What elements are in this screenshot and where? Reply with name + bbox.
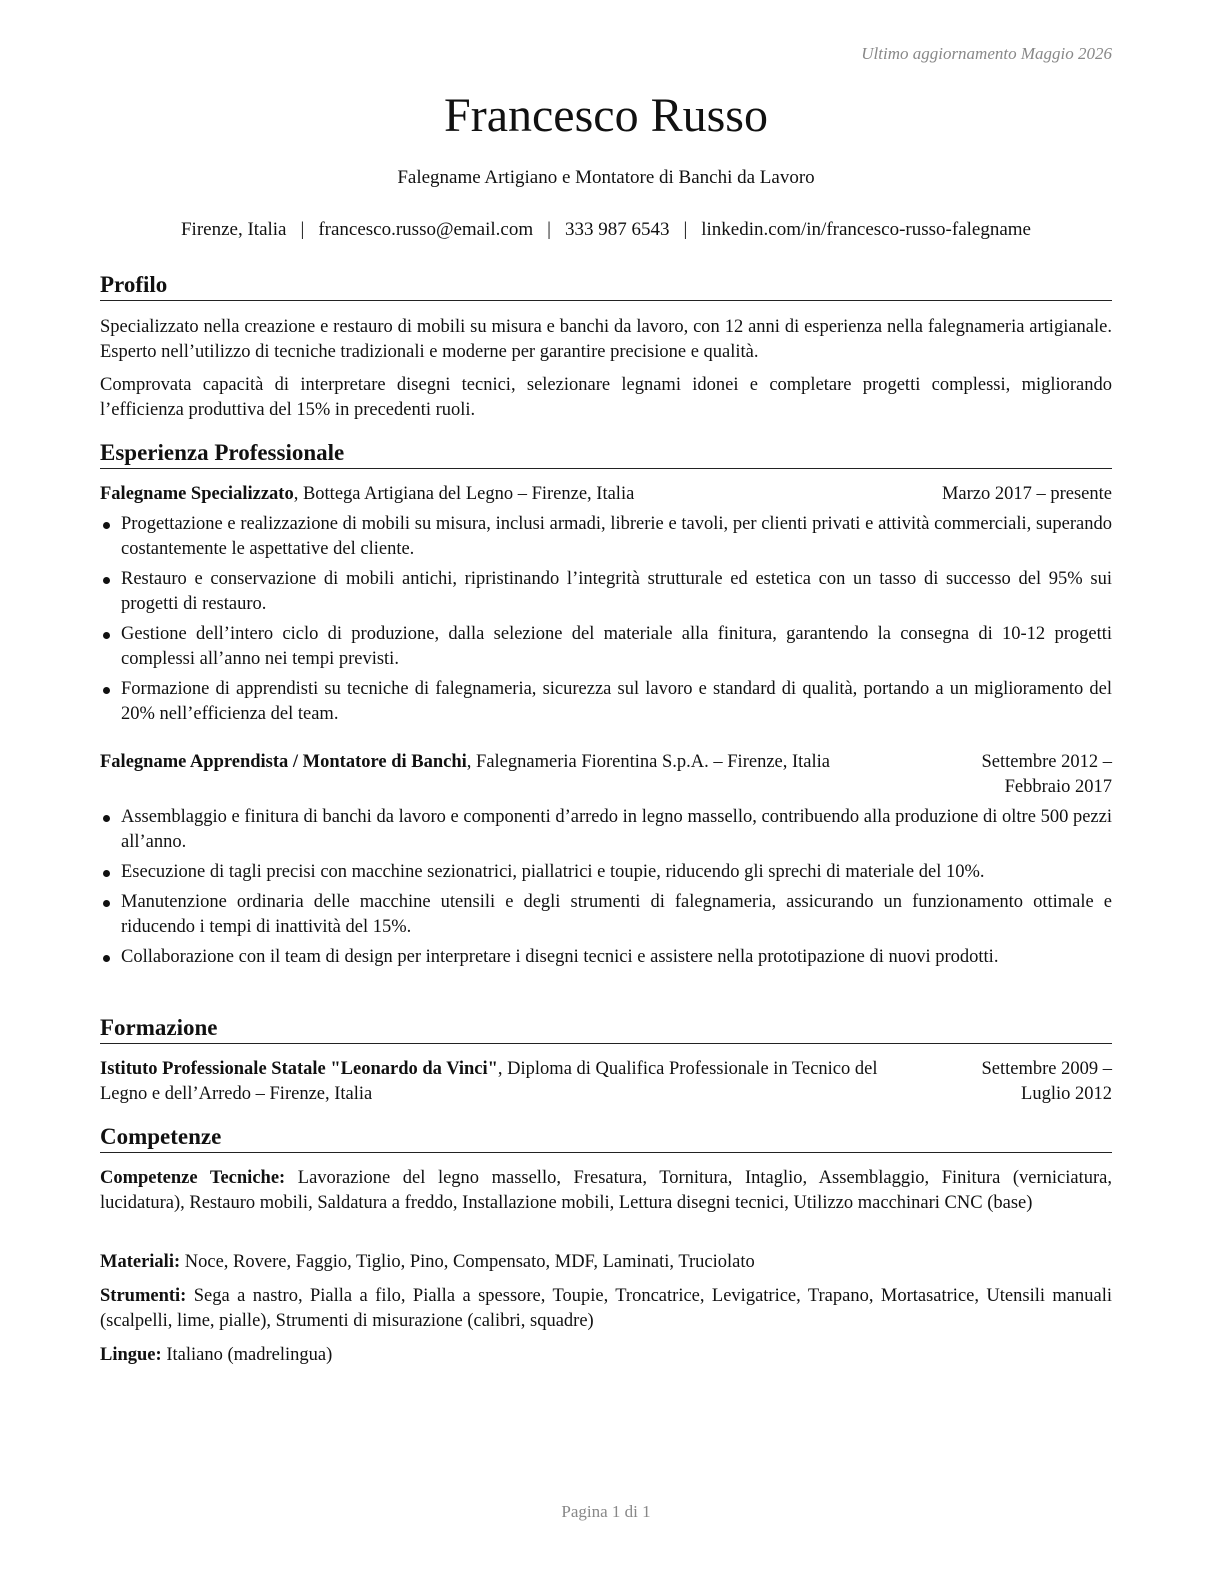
education-dates: Settembre 2009 – Luglio 2012 [981, 1059, 1112, 1104]
skill-value: Lavorazione del legno massello, Fresatura, Tornitura, Intaglio, Assemblaggio, Finitura (verniciatura, lucidatura), Restauro mobili, Saldatura a freddo, Installazione mobili, Lettura disegni tecnici, Utilizzo macchinari CNC (base) [100, 1168, 1112, 1213]
education-degree: , Diploma di Qualifica Professionale in Tecnico del Legno e dell’Arredo – Firenze, Italia [100, 1059, 878, 1104]
contact-location: Firenze, Italia [180, 219, 287, 240]
job-title: Falegname Artigiano e Montatore di Banchi da Lavoro [397, 167, 815, 188]
section-title-skills: Competenze [100, 1123, 1112, 1153]
job-role: Falegname Specializzato [100, 484, 294, 504]
education-school: Istituto Professionale Statale "Leonardo da Vinci" [100, 1059, 498, 1079]
list-item: Assemblaggio e finitura di banchi da lavoro e componenti d’arredo in legno massello, contribuendo alla produzione di oltre 500 pezzi all’anno. [100, 805, 1112, 855]
page-number: Pagina 1 di 1 [561, 1502, 651, 1521]
job-dates: Marzo 2017 – presente [941, 484, 1112, 504]
skill-label: Competenze Tecniche: [100, 1168, 286, 1188]
list-item: Manutenzione ordinaria delle macchine utensili e degli strumenti di falegnameria, assicurando un funzionamento ottimale e riducendo i tempi di inattività del 15%. [100, 890, 1112, 940]
contact-separator: | [683, 219, 688, 240]
skill-label: Materiali: [100, 1252, 181, 1272]
job-header [100, 750, 1112, 797]
skill-value: Italiano (madrelingua) [161, 1345, 333, 1365]
section-title-profile: Profilo [100, 271, 1112, 301]
education-entry [100, 1057, 1112, 1107]
skill-value: Sega a nastro, Pialla a filo, Pialla a spessore, Toupie, Troncatrice, Levigatrice, Trapano, Mortasatrice, Utensili manuali (scalpelli, lime, pialle), Strumenti di misurazione (calibri, squadre) [100, 1286, 1112, 1331]
job-company: , Bottega Artigiana del Legno – Firenze, Italia [293, 484, 635, 504]
list-item: Gestione dell’intero ciclo di produzione, dalla selezione del materiale alla finitura, garantendo la consegna di 10-12 progetti complessi all’anno nei tempi previsti. [100, 622, 1112, 672]
skill-value: Noce, Rovere, Faggio, Tiglio, Pino, Compensato, MDF, Laminati, Truciolato [180, 1252, 755, 1272]
skill-label: Lingue: [100, 1345, 162, 1365]
contact-separator: | [300, 219, 305, 240]
contact-email[interactable]: francesco.russo@email.com [318, 219, 534, 240]
list-item: Restauro e conservazione di mobili antichi, ripristinando l’integrità strutturale ed estetica con un tasso di successo del 95% sui progetti di restauro. [100, 567, 1112, 617]
section-title-experience: Esperienza Professionale [100, 439, 1112, 469]
job-company: , Falegnameria Fiorentina S.p.A. – Firenze, Italia [466, 752, 830, 772]
job-bullets [100, 805, 1112, 975]
job-header [100, 482, 1112, 507]
contact-line [90, 219, 1122, 241]
contact-linkedin[interactable]: linkedin.com/in/francesco-russo-falegname [701, 219, 1031, 240]
job-dates: Settembre 2012 – Febbraio 2017 [981, 752, 1112, 797]
skill-line [100, 1166, 1112, 1216]
job-bullets [100, 512, 1112, 732]
last-updated: Ultimo aggiornamento Maggio 2026 [861, 44, 1112, 63]
contact-separator: | [547, 219, 551, 240]
list-item: Progettazione e realizzazione di mobili su misura, inclusi armadi, librerie e tavoli, per clienti privati e attività commerciali, superando costantemente le aspettative del cliente. [100, 512, 1112, 562]
list-item: Esecuzione di tagli precisi con macchine sezionatrici, piallatrici e toupie, riducendo gli sprechi di materiale del 10%. [100, 860, 1112, 885]
skill-label: Strumenti: [100, 1286, 187, 1306]
skill-line [100, 1284, 1112, 1334]
list-item: Formazione di apprendisti su tecniche di falegnameria, sicurezza sul lavoro e standard di qualità, portando a un miglioramento del 20% nell’efficienza del team. [100, 677, 1112, 727]
contact-phone: 333 987 6543 [564, 219, 670, 240]
list-item: Collaborazione con il team di design per interpretare i disegni tecnici e assistere nella prototipazione di nuovi prodotti. [100, 945, 1112, 970]
resume-page [100, 0, 1112, 1584]
person-name: Francesco Russo [444, 89, 768, 142]
section-title-education: Formazione [100, 1014, 1112, 1044]
skill-line [100, 1250, 1112, 1275]
profile-paragraph: Specializzato nella creazione e restauro di mobili su misura e banchi da lavoro, con 12 anni di esperienza nella falegnameria artigianale. Esperto nell’utilizzo di tecniche tradizionali e moderne per garantire precisione e qualità. [100, 317, 1112, 362]
profile-paragraph: Comprovata capacità di interpretare disegni tecnici, selezionare legnami idonei e completare progetti complessi, migliorando l’efficienza produttiva del 15% in precedenti ruoli. [100, 375, 1112, 420]
skill-line [100, 1343, 1112, 1368]
job-role: Falegname Apprendista / Montatore di Banchi [100, 752, 467, 772]
